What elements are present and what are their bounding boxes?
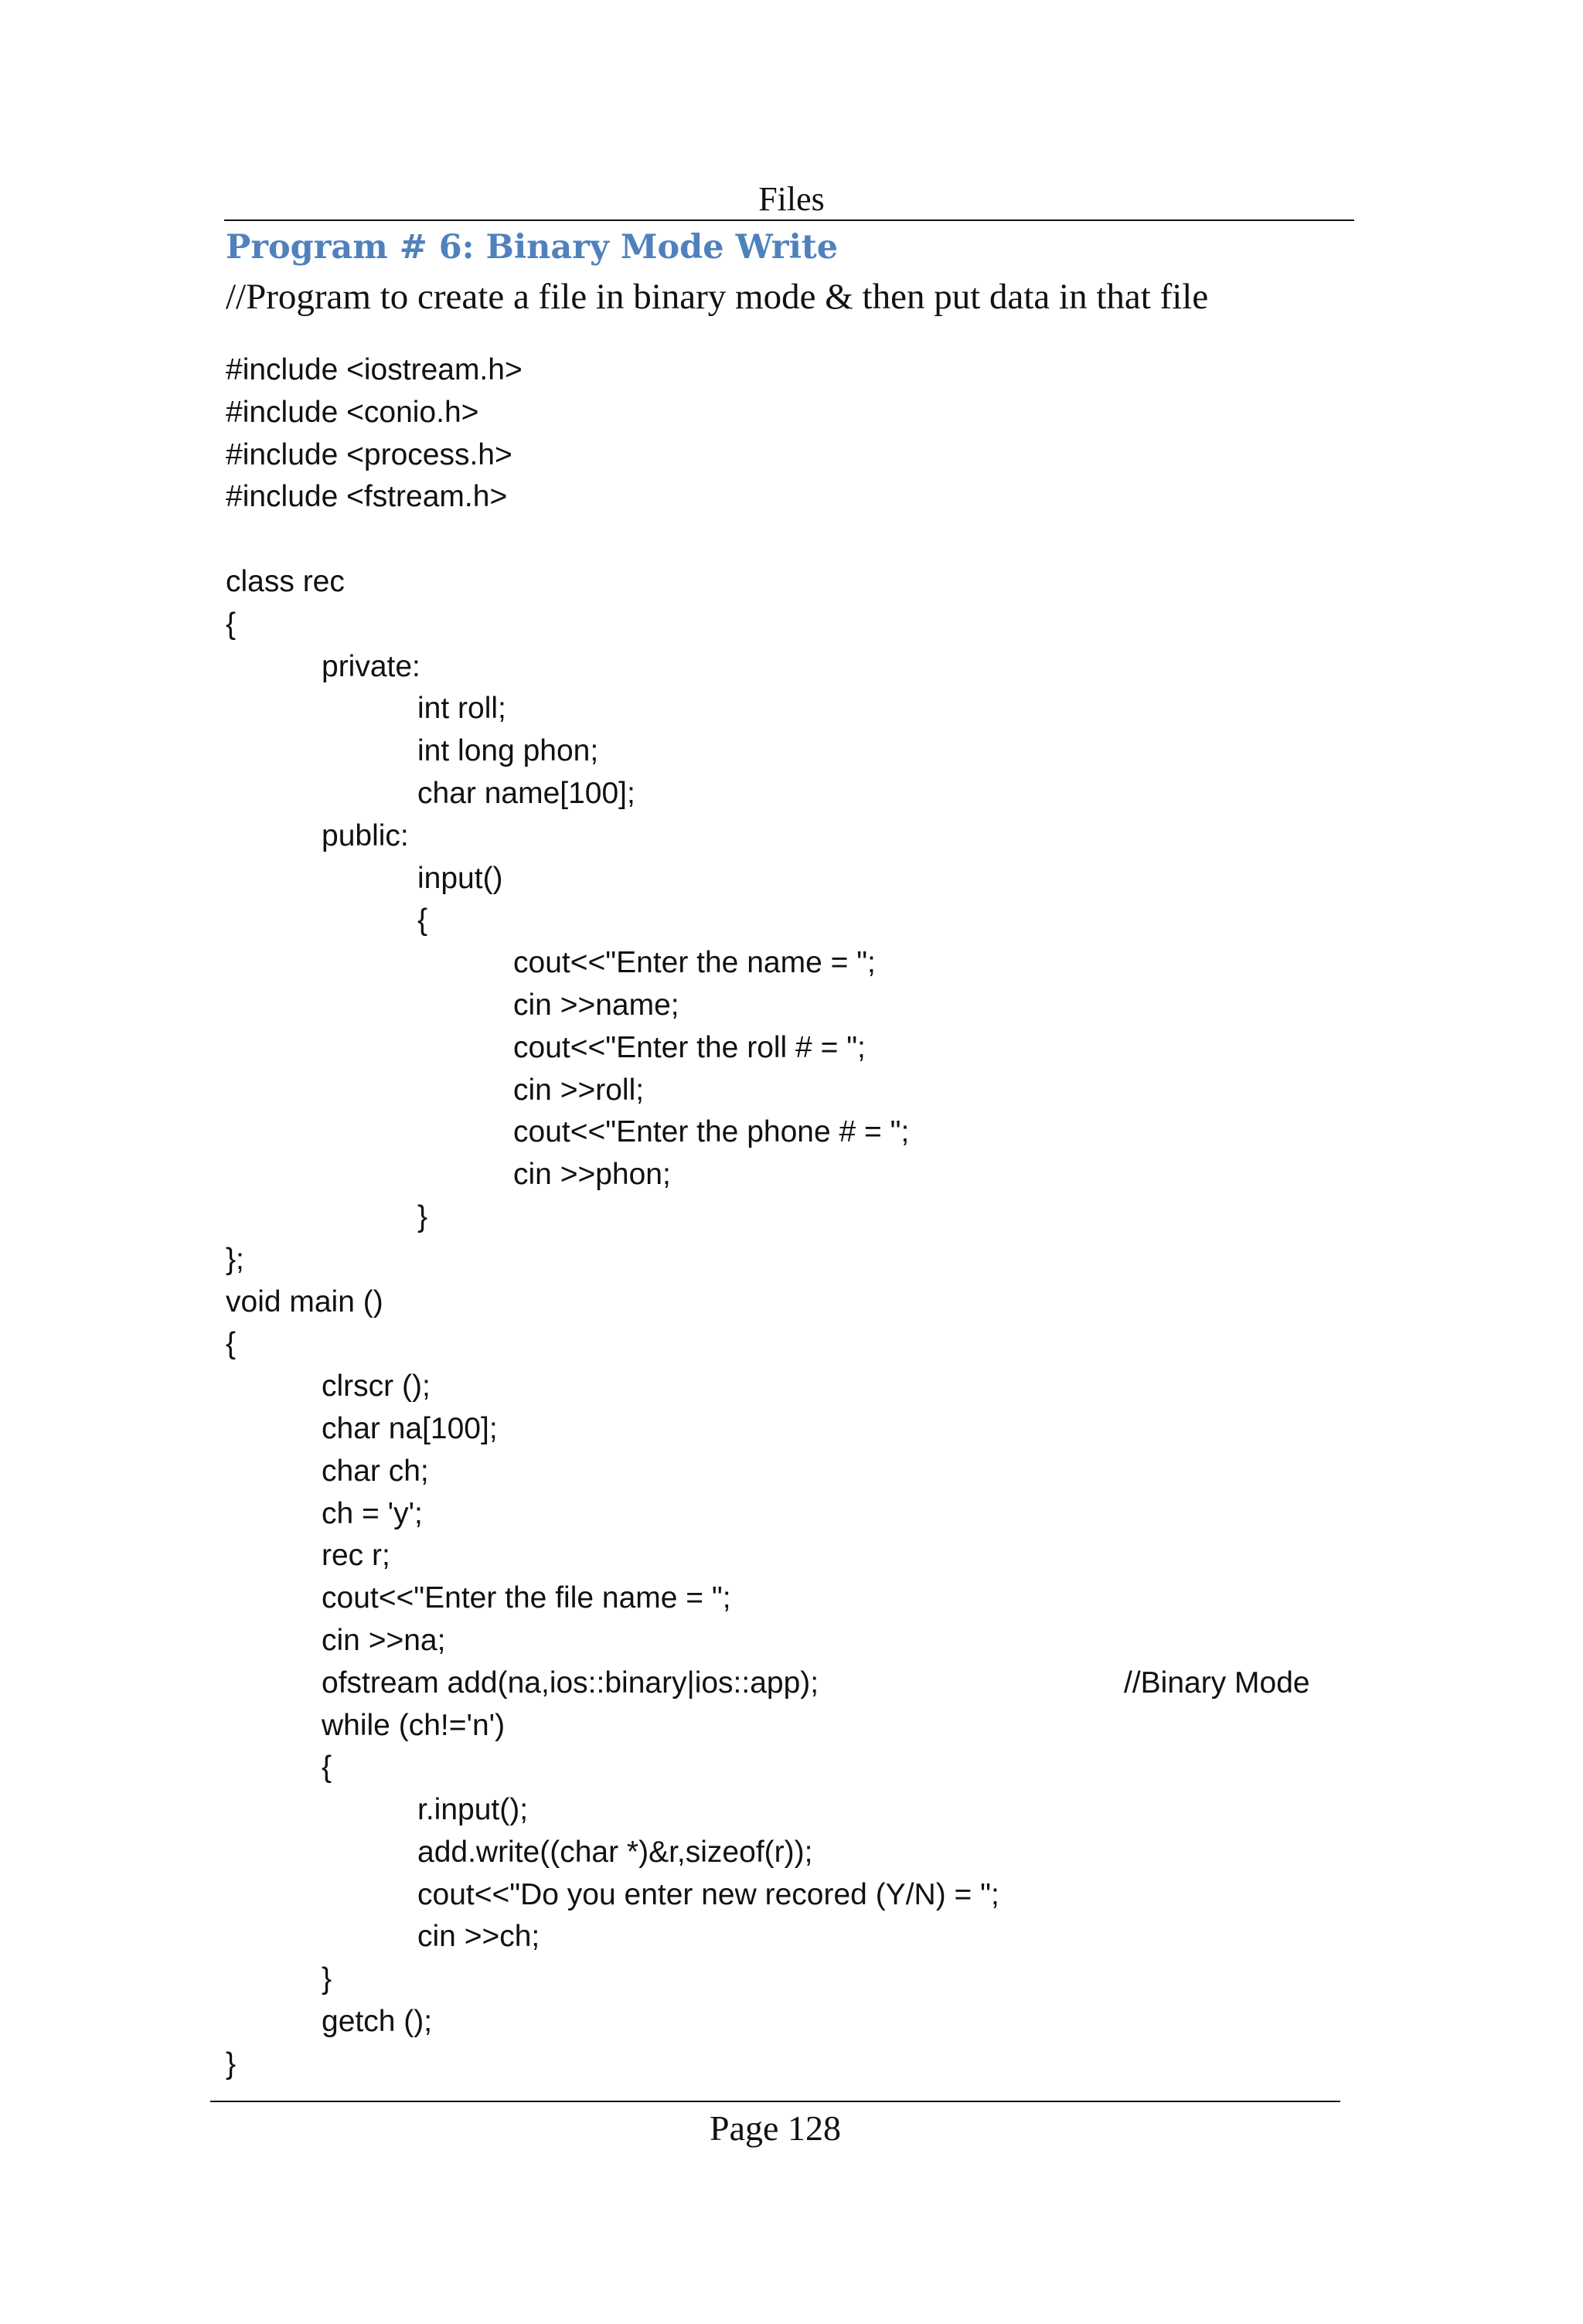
code-line: cin >>ch; <box>417 1920 540 1954</box>
code-line: char na[100]; <box>322 1411 498 1445</box>
code-line: }; <box>226 1242 244 1276</box>
code-line: cout<<"Enter the name = "; <box>513 946 876 980</box>
code-line: cin >>name; <box>513 988 679 1022</box>
code-line: int long phon; <box>417 734 599 768</box>
code-line: cin >>roll; <box>513 1073 645 1107</box>
code-line: { <box>417 903 428 937</box>
code-line: rec r; <box>322 1539 390 1573</box>
code-line: public: <box>322 818 409 852</box>
code-line: char name[100]; <box>417 776 635 810</box>
code-line: { <box>226 1327 237 1361</box>
page-number: Page 128 <box>710 2108 841 2148</box>
code-blank-line <box>226 519 999 561</box>
code-line: cin >>phon; <box>513 1158 671 1192</box>
code-line: } <box>226 2047 237 2081</box>
code-line: ch = 'y'; <box>322 1496 423 1530</box>
code-line: getch (); <box>322 2005 433 2039</box>
code-line: char ch; <box>322 1454 429 1488</box>
code-line: private: <box>322 649 420 683</box>
code-listing <box>226 349 1310 2086</box>
code-line: cout<<"Enter the roll # = "; <box>513 1030 866 1064</box>
code-line: ofstream add(na,ios::binary|ios::app); <box>322 1666 819 1700</box>
code-line: { <box>322 1751 332 1785</box>
code-line: cin >>na; <box>322 1623 446 1657</box>
running-header-title: Files <box>758 180 825 218</box>
code-line: clrscr (); <box>322 1370 431 1404</box>
code-line: r.input(); <box>417 1793 529 1827</box>
code-line: input() <box>417 861 503 895</box>
code-line: #include <conio.h> <box>226 395 479 429</box>
code-line: #include <iostream.h> <box>226 353 523 386</box>
page-header <box>224 179 1354 221</box>
code-line: { <box>226 607 237 641</box>
code-line: } <box>322 1962 332 1996</box>
code-line: while (ch!='n') <box>322 1708 506 1742</box>
code-line: cout<<"Enter the phone # = "; <box>513 1115 910 1149</box>
program-description: //Program to create a file in binary mode & then put data in that file <box>226 277 1209 317</box>
code-line: #include <process.h> <box>226 437 512 471</box>
program-title: Program # 6: Binary Mode Write <box>226 228 839 267</box>
code-line: #include <fstream.h> <box>226 480 508 514</box>
page-footer <box>210 2101 1340 2152</box>
code-line: int roll; <box>417 692 506 726</box>
inline-code-comment: //Binary Mode <box>1124 1666 1310 1700</box>
code-line: class rec <box>226 564 345 598</box>
code-line: void main () <box>226 1284 383 1319</box>
code-line: cout<<"Enter the file name = "; <box>322 1581 731 1615</box>
code-line-with-comment <box>226 1662 1310 1705</box>
code-line: cout<<"Do you enter new recored (Y/N) = "; <box>417 1877 999 1911</box>
code-line: add.write((char *)&r,sizeof(r)); <box>417 1835 813 1869</box>
code-line: } <box>417 1199 428 1233</box>
